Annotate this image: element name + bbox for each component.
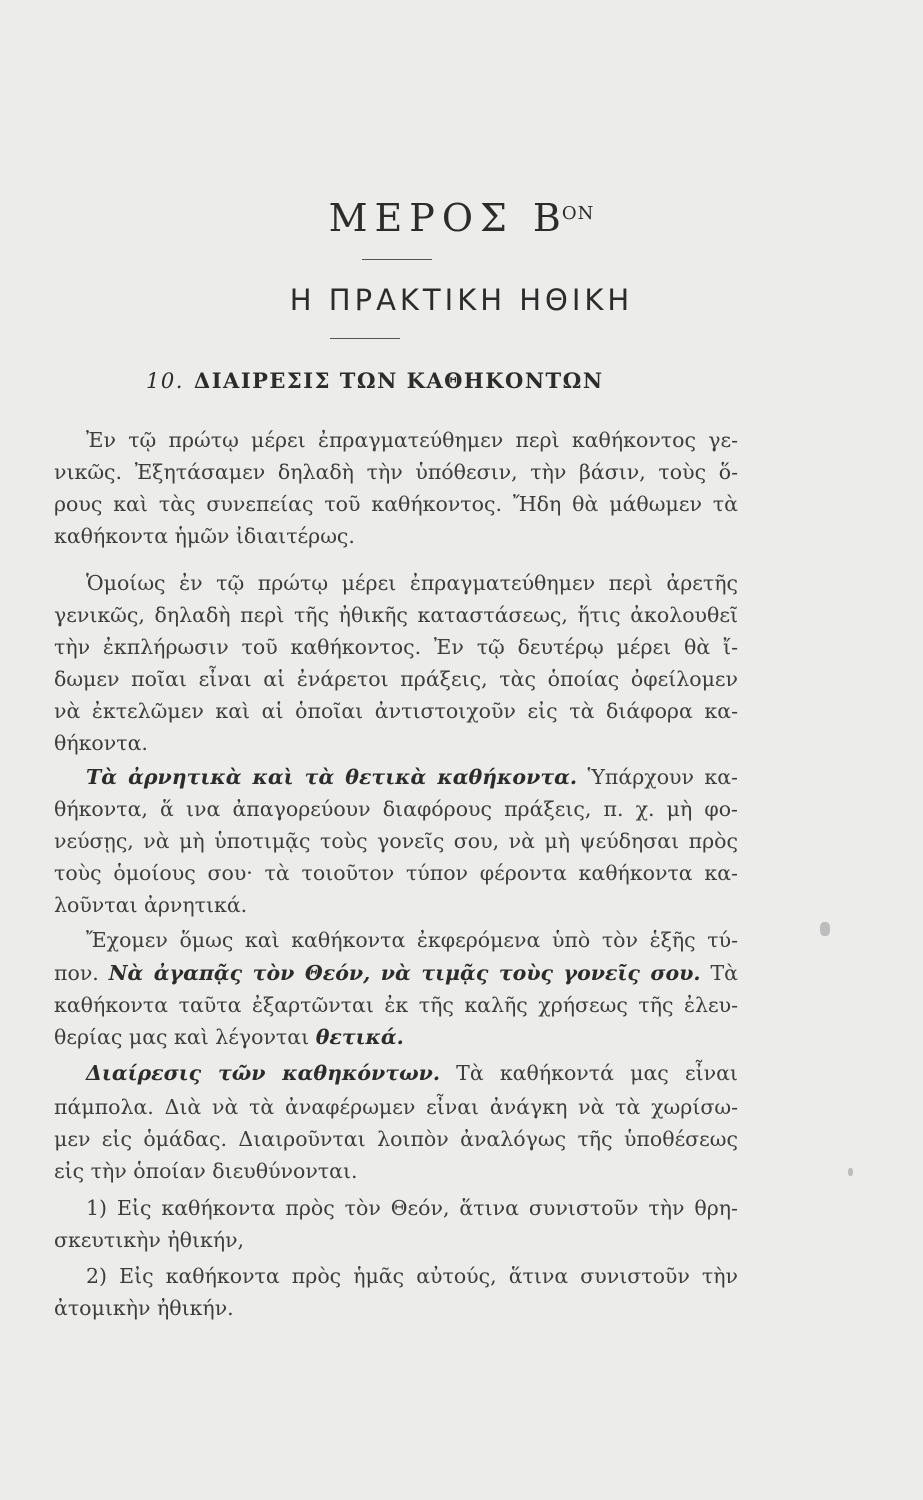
text-line-25: σκευτικὴν ἠθικήν, xyxy=(54,1228,245,1252)
page-subtitle: Η ΠΡΑΚΤΙΚΗ ΗΘΙΚΗ xyxy=(289,283,634,317)
section-title: ΔΙΑΙΡΕΣΙΣ ΤΩΝ ΚΑΘΗΚΟΝΤΩΝ xyxy=(193,368,604,393)
part-title-superscript: ΟΝ xyxy=(561,203,595,224)
part-title xyxy=(0,196,923,240)
text-line-11-rest: Ὑπάρχουν κα- xyxy=(577,765,738,789)
heading-division-of-duties: Διαίρεσις τῶν καθηκόντων. xyxy=(86,1061,440,1085)
section-heading xyxy=(146,368,604,393)
text-line-17 xyxy=(54,957,738,989)
divider-rule-top xyxy=(362,259,432,260)
text-line-24: 1) Εἰς καθήκοντα πρὸς τὸν Θεόν, ἅτινα συνιστοῦν τὴν θρη- xyxy=(86,1196,738,1220)
text-line-17-c: Τὰ xyxy=(700,961,739,985)
heading-negative-positive-duties: Τὰ ἀρνητικὰ καὶ τὰ θετικὰ καθήκοντα. xyxy=(86,765,578,789)
text-line-12: θήκοντα, ἅ ινα ἀπαγορεύουν διαφόρους πράξεις, π. χ. μὴ φο- xyxy=(54,797,738,821)
text-line-16: Ἔχομεν ὅμως καὶ καθήκοντα ἐκφερόμενα ὑπὸ τὸν ἑξῆς τύ- xyxy=(86,928,738,952)
text-line-19 xyxy=(54,1021,738,1053)
text-line-20-rest: Τὰ καθήκοντά μας εἶναι xyxy=(439,1061,738,1085)
text-line-23: εἰς τὴν ὁποίαν διευθύνονται. xyxy=(54,1159,358,1183)
text-line-6: γενικῶς, δηλαδὴ περὶ τῆς ἠθικῆς καταστάσεως, ἥτις ἀκολουθεῖ xyxy=(54,603,738,627)
text-line-7: τὴν ἐκπλήρωσιν τοῦ καθήκοντος. Ἐν τῷ δευτέρῳ μέρει θὰ ἴ- xyxy=(54,635,738,659)
text-line-13: νεύσῃς, νὰ μὴ ὑποτιμᾷς τοὺς γονεῖς σου, νὰ μὴ ψεύδησαι πρὸς xyxy=(54,829,738,853)
text-line-22: μεν εἰς ὁμάδας. Διαιροῦνται λοιπὸν ἀναλόγως τῆς ὑποθέσεως xyxy=(54,1127,738,1151)
section-number: 10. xyxy=(146,369,184,393)
text-line-14: τοὺς ὁμοίους σου· τὰ τοιοῦτον τύπον φέροντα καθήκοντα κα- xyxy=(54,861,738,885)
emphasis-positive: θετικά. xyxy=(315,1025,404,1049)
text-line-9: νὰ ἐκτελῶμεν καὶ αἱ ὁποῖαι ἀντιστοιχοῦν εἰς τὰ διάφορα κα- xyxy=(54,699,738,723)
text-line-15: λοῦνται ἀρνητικά. xyxy=(54,893,248,917)
text-line-20 xyxy=(86,1057,738,1089)
text-line-19-a: θερίας μας καὶ λέγονται xyxy=(54,1025,316,1049)
text-line-2: νικῶς. Ἐξητάσαμεν δηλαδὴ τὴν ὑπόθεσιν, τὴν βάσιν, τοὺς ὅ- xyxy=(54,460,738,484)
part-title-main: ΜΕΡΟΣ Β xyxy=(328,196,568,240)
text-line-5: Ὁμοίως ἐν τῷ πρώτῳ μέρει ἐπραγματεύθημεν περὶ ἀρετῆς xyxy=(86,571,738,595)
text-line-1: Ἐν τῷ πρώτῳ μέρει ἐπραγματεύθημεν περὶ καθήκοντος γε- xyxy=(86,428,738,452)
text-line-21: πάμπολα. Διὰ νὰ τὰ ἀναφέρωμεν εἶναι ἀνάγκη νὰ τὰ χωρίσω- xyxy=(54,1095,738,1119)
text-line-26: 2) Εἰς καθήκοντα πρὸς ἡμᾶς αὐτούς, ἅτινα συνιστοῦν τὴν xyxy=(86,1264,738,1288)
text-line-18: καθήκοντα ταῦτα ἐξαρτῶνται ἐκ τῆς καλῆς χρήσεως τῆς ἐλευ- xyxy=(54,993,738,1017)
divider-rule-bottom xyxy=(330,338,400,339)
text-line-10: θήκοντα. xyxy=(54,731,148,755)
text-line-17-a: πον. xyxy=(54,961,109,985)
text-line-11 xyxy=(86,761,738,793)
text-line-3: ρους καὶ τὰς συνεπείας τοῦ καθήκοντος. Ἤδη θὰ μάθωμεν τὰ xyxy=(54,492,738,516)
ink-speck xyxy=(820,922,830,936)
emphasis-love-god: Νὰ ἀγαπᾷς τὸν Θεόν, νὰ τιμᾷς τοὺς γονεῖς σου. xyxy=(108,961,701,985)
text-line-4: καθήκοντα ἡμῶν ἰδιαιτέρως. xyxy=(54,524,355,548)
ink-speck-small xyxy=(848,1168,853,1176)
text-line-27: ἀτομικὴν ἠθικήν. xyxy=(54,1296,234,1320)
text-line-8: δωμεν ποῖαι εἶναι αἱ ἐνάρετοι πράξεις, τὰς ὁποίας ὀφείλομεν xyxy=(54,667,738,691)
